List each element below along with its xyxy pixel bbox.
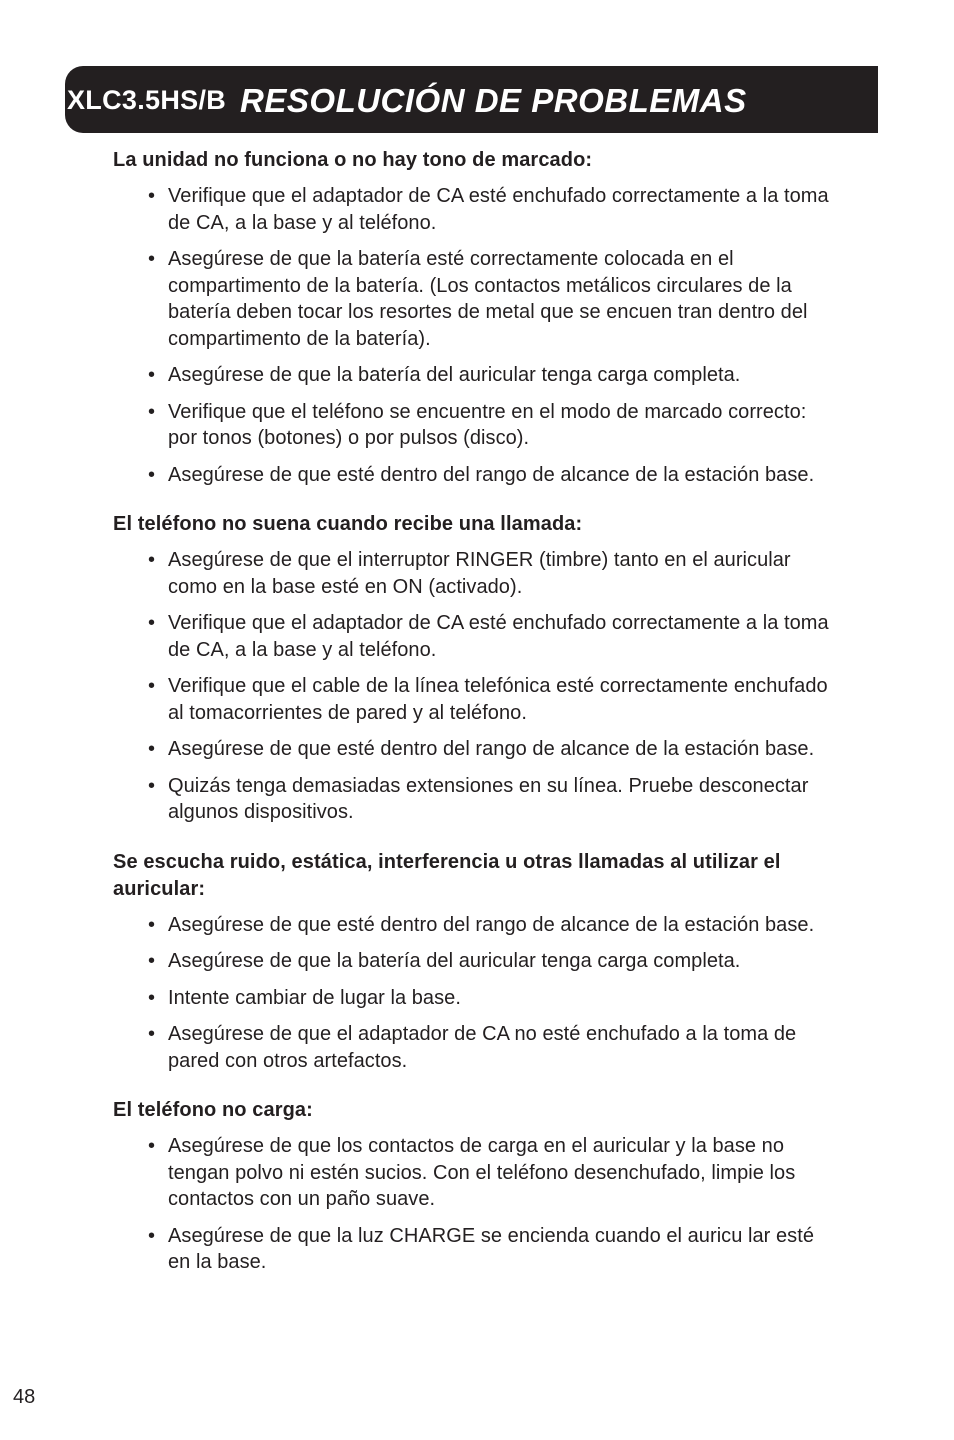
list-item xyxy=(113,985,833,1012)
troubleshooting-content xyxy=(113,147,833,1299)
bullet-icon: • xyxy=(148,950,156,972)
bullet-icon: • xyxy=(148,913,156,936)
list-item-text: Asegúrese de que la batería del auricular tenga carga completa. xyxy=(168,364,741,386)
list-item-text: Asegúrese de que esté dentro del rango de alcance de la estación base. xyxy=(168,738,815,760)
bullet-icon: • xyxy=(148,612,156,634)
list-item-text: Asegúrese de que el interruptor RINGER (timbre) tanto en el auricular como en la base esté en ON (activado). xyxy=(168,549,791,598)
list-item xyxy=(113,948,833,975)
bullet-list xyxy=(113,1133,833,1276)
list-item-text: Asegúrese de que la batería del auricular tenga carga completa. xyxy=(168,950,741,972)
list-item xyxy=(113,399,833,452)
list-item xyxy=(113,246,833,352)
section-no-dial-tone xyxy=(113,147,833,488)
list-item-text: Quizás tenga demasiadas extensiones en su línea. Pruebe desconectar algunos dispositivos. xyxy=(168,774,809,823)
list-item-text: Verifique que el cable de la línea telefónica esté correctamente enchufado al tomacorrientes de pared y al teléfono. xyxy=(168,675,828,724)
page-number: 48 xyxy=(13,1386,36,1408)
page-title: RESOLUCIÓN DE PROBLEMAS xyxy=(240,81,747,119)
bullet-icon: • xyxy=(148,549,156,571)
bullet-icon: • xyxy=(148,738,156,760)
list-item xyxy=(113,773,833,826)
list-item xyxy=(113,462,833,489)
list-item xyxy=(113,912,833,939)
list-item xyxy=(113,736,833,763)
list-item xyxy=(113,547,833,600)
section-heading: El teléfono no carga: xyxy=(113,1099,313,1121)
bullet-icon: • xyxy=(148,774,156,797)
list-item-text: Asegúrese de que la batería esté correctamente colocada en el compartimento de la batería. (Los contactos metálicos circulares de la batería deben tocar los resortes de metal que se encuen tran dentro del compartimento de la batería). xyxy=(168,248,808,350)
list-item-text: Verifique que el teléfono se encuentre en el modo de marcado correcto: por tonos (botones) o por pulsos (disco). xyxy=(168,400,807,449)
bullet-icon: • xyxy=(148,675,156,697)
model-number: XLC3.5HS/B xyxy=(67,85,227,115)
list-item xyxy=(113,1223,833,1276)
list-item xyxy=(113,1021,833,1074)
bullet-icon: • xyxy=(148,1023,156,1045)
list-item-text: Verifique que el adaptador de CA esté enchufado correctamente a la toma de CA, a la base y al teléfono. xyxy=(168,612,829,661)
bullet-icon: • xyxy=(148,185,156,207)
section-noise-interference xyxy=(113,849,833,1075)
bullet-icon: • xyxy=(148,1224,156,1247)
section-heading: La unidad no funciona o no hay tono de marcado: xyxy=(113,149,593,171)
bullet-list xyxy=(113,547,833,826)
bullet-icon: • xyxy=(148,248,156,270)
bullet-icon: • xyxy=(148,463,156,486)
bullet-icon: • xyxy=(148,986,156,1009)
section-heading: Se escucha ruido, estática, interferencia u otras llamadas al utilizar el auricular: xyxy=(113,850,781,900)
list-item-text: Asegúrese de que la luz CHARGE se encienda cuando el auricu lar esté en la base. xyxy=(168,1224,814,1273)
list-item xyxy=(113,1133,833,1213)
section-header-bar xyxy=(65,66,878,133)
bullet-list xyxy=(113,912,833,1075)
list-item-text: Asegúrese de que el adaptador de CA no esté enchufado a la toma de pared con otros artefactos. xyxy=(168,1023,797,1072)
list-item xyxy=(113,610,833,663)
list-item-text: Verifique que el adaptador de CA esté enchufado correctamente a la toma de CA, a la base y al teléfono. xyxy=(168,185,829,234)
section-no-ring xyxy=(113,511,833,826)
list-item-text: Asegúrese de que esté dentro del rango de alcance de la estación base. xyxy=(168,463,815,486)
list-item-text: Intente cambiar de lugar la base. xyxy=(168,986,461,1009)
list-item-text: Asegúrese de que los contactos de carga en el auricular y la base no tengan polvo ni estén sucios. Con el teléfono desenchufado, limpie los contactos con un paño suave. xyxy=(168,1135,796,1210)
section-heading: El teléfono no suena cuando recibe una llamada: xyxy=(113,513,583,535)
list-item-text: Asegúrese de que esté dentro del rango de alcance de la estación base. xyxy=(168,913,815,936)
bullet-list xyxy=(113,183,833,488)
list-item xyxy=(113,183,833,236)
list-item xyxy=(113,362,833,389)
list-item xyxy=(113,673,833,726)
bullet-icon: • xyxy=(148,364,156,386)
section-no-charge xyxy=(113,1097,833,1276)
bullet-icon: • xyxy=(148,1135,156,1157)
bullet-icon: • xyxy=(148,400,156,423)
